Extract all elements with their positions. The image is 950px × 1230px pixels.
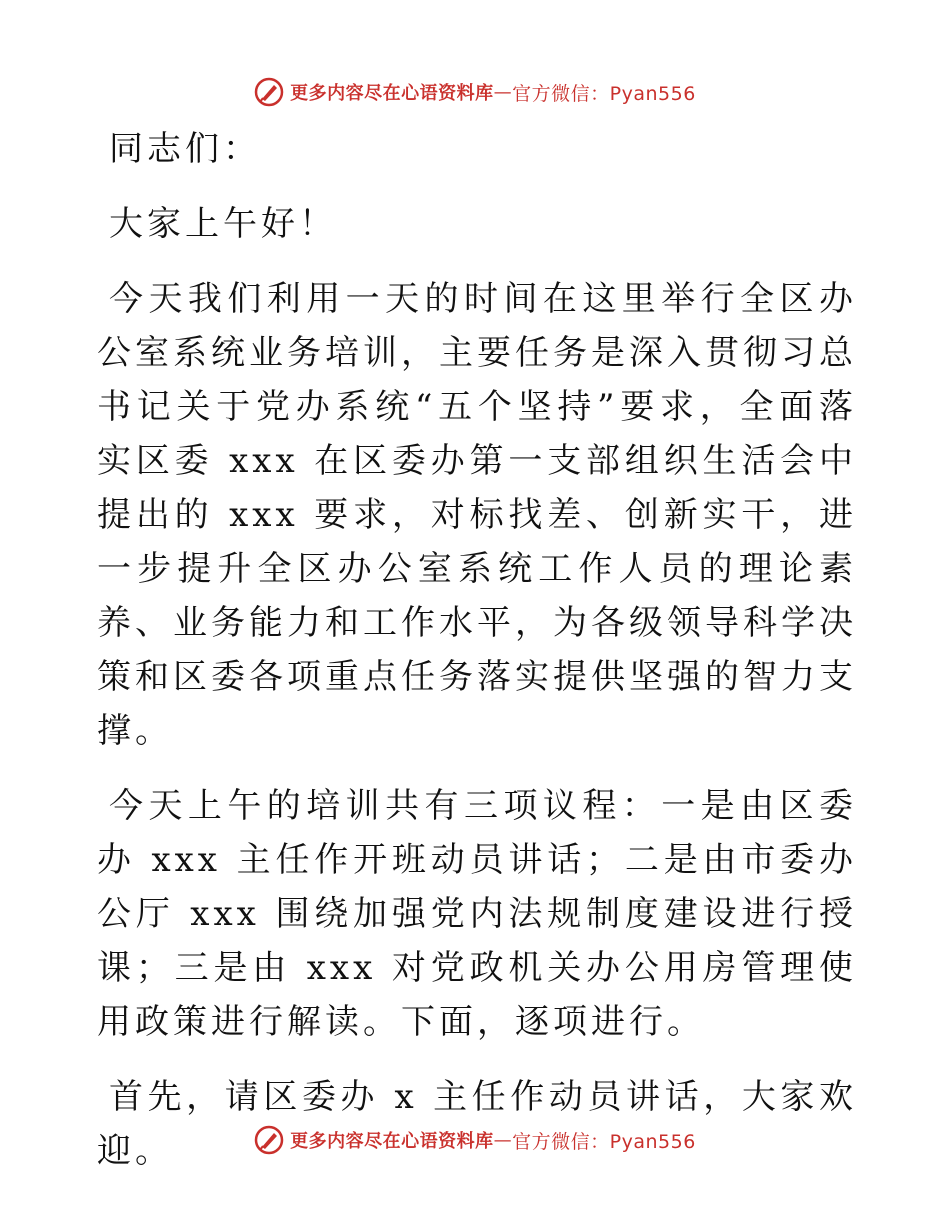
paragraph-purpose: 今天我们利用一天的时间在这里举行全区办公室系统业务培训，主要任务是深入贯彻习总书记关于党办系统“五个坚持”要求，全面落实区委 xxx 在区委办第一支部组织生活会中提出的 xxx 要求，对标找差、创新实干，进一步提升全区办公室系统工作人员的理论素养、业务能力和工作水平，为各级领导科学决策和区委各项重点任务落实提供坚强的智力支撑。 [97,279,857,751]
watermark-main-text: 更多内容尽在心语资料库 [290,1131,494,1152]
salutation: 同志们： [109,129,261,169]
paragraph-agenda: 今天上午的培训共有三项议程：一是由区委办 xxx 主任作开班动员讲话；二是由市委办公厅 xxx 围绕加强党内法规制度建设进行授课；三是由 xxx 对党政机关办公用房管理使用政策进行解读。下面，逐项进行。 [97,786,857,1042]
document-body [97,122,857,1199]
quill-logo-icon [254,1125,284,1155]
greeting: 大家上午好！ [109,204,337,244]
quill-logo-icon [254,77,284,107]
watermark-account-text: 官方微信：Pyan556 [512,1130,696,1153]
watermark-separator: — [493,1129,513,1151]
watermark-account-text: 官方微信：Pyan556 [512,82,696,105]
paragraph-opening: 首先，请区委办 x 主任作动员讲话，大家欢迎。 [97,1077,857,1171]
watermark-separator: — [493,81,513,103]
footer-watermark [0,1120,950,1160]
watermark-main-text: 更多内容尽在心语资料库 [290,83,494,104]
header-watermark [0,72,950,112]
